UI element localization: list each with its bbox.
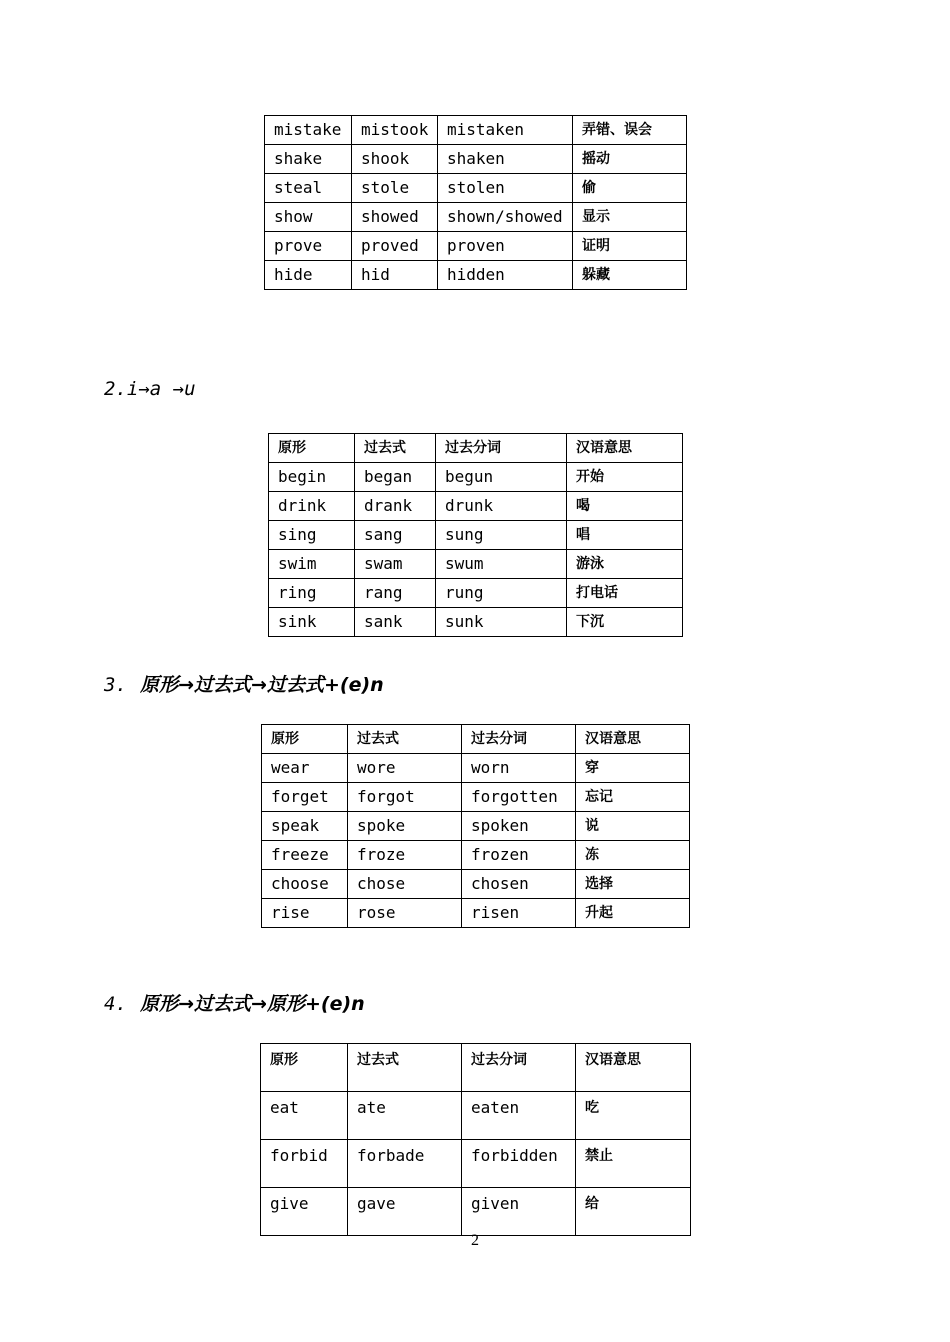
- column-header: 原形: [261, 1044, 348, 1092]
- chinese-meaning-cell: 游泳: [567, 550, 683, 579]
- column-header: 汉语意思: [576, 725, 690, 754]
- past-participle-cell: shaken: [438, 145, 573, 174]
- chinese-meaning-cell: 冻: [576, 841, 690, 870]
- base-form-cell: choose: [262, 870, 348, 899]
- table-row: [269, 521, 683, 550]
- table-row: [269, 492, 683, 521]
- verb-table-4: [260, 1043, 691, 1236]
- table-row: [262, 870, 690, 899]
- past-participle-cell: worn: [462, 754, 576, 783]
- past-tense-cell: forbade: [348, 1140, 462, 1188]
- base-form-cell: mistake: [265, 116, 352, 145]
- base-form-cell: speak: [262, 812, 348, 841]
- past-tense-cell: chose: [348, 870, 462, 899]
- column-header: 过去分词: [462, 1044, 576, 1092]
- base-form-cell: show: [265, 203, 352, 232]
- chinese-meaning-cell: 开始: [567, 463, 683, 492]
- section-4-heading: 4. 原形→过去式→原形+(e)n: [104, 993, 365, 1015]
- past-tense-cell: proved: [352, 232, 438, 261]
- past-tense-cell: drank: [355, 492, 436, 521]
- chinese-meaning-cell: 弄错、误会: [573, 116, 687, 145]
- chinese-meaning-cell: 喝: [567, 492, 683, 521]
- column-header: 过去式: [348, 1044, 462, 1092]
- base-form-cell: steal: [265, 174, 352, 203]
- past-participle-cell: forbidden: [462, 1140, 576, 1188]
- chinese-meaning-cell: 证明: [573, 232, 687, 261]
- base-form-cell: give: [261, 1188, 348, 1236]
- past-participle-cell: given: [462, 1188, 576, 1236]
- page-number: 2: [471, 1232, 479, 1249]
- table-row: [262, 754, 690, 783]
- base-form-cell: prove: [265, 232, 352, 261]
- table-row: [261, 1188, 691, 1236]
- past-participle-cell: stolen: [438, 174, 573, 203]
- past-participle-cell: rung: [436, 579, 567, 608]
- chinese-meaning-cell: 忘记: [576, 783, 690, 812]
- past-participle-cell: risen: [462, 899, 576, 928]
- column-header: 过去分词: [462, 725, 576, 754]
- table-row: [262, 812, 690, 841]
- past-participle-cell: frozen: [462, 841, 576, 870]
- past-tense-cell: shook: [352, 145, 438, 174]
- table-row: [261, 1140, 691, 1188]
- past-participle-cell: shown/showed: [438, 203, 573, 232]
- past-tense-cell: forgot: [348, 783, 462, 812]
- past-tense-cell: showed: [352, 203, 438, 232]
- past-participle-cell: swum: [436, 550, 567, 579]
- past-participle-cell: sunk: [436, 608, 567, 637]
- past-participle-cell: eaten: [462, 1092, 576, 1140]
- section-2-heading: 2.i→a →u: [104, 378, 196, 400]
- base-form-cell: begin: [269, 463, 355, 492]
- past-tense-cell: froze: [348, 841, 462, 870]
- past-participle-cell: proven: [438, 232, 573, 261]
- table-row: [265, 116, 687, 145]
- table-row: [265, 145, 687, 174]
- table-row: [269, 579, 683, 608]
- chinese-meaning-cell: 给: [576, 1188, 691, 1236]
- table-row: [269, 550, 683, 579]
- section-3-heading: 3. 原形→过去式→过去式+(e)n: [104, 674, 384, 696]
- past-tense-cell: rang: [355, 579, 436, 608]
- past-tense-cell: wore: [348, 754, 462, 783]
- base-form-cell: shake: [265, 145, 352, 174]
- chinese-meaning-cell: 吃: [576, 1092, 691, 1140]
- verb-table-3: [261, 724, 690, 928]
- column-header: 汉语意思: [567, 434, 683, 463]
- chinese-meaning-cell: 偷: [573, 174, 687, 203]
- table-row: [262, 841, 690, 870]
- past-tense-cell: mistook: [352, 116, 438, 145]
- past-participle-cell: hidden: [438, 261, 573, 290]
- table-row: [269, 608, 683, 637]
- past-participle-cell: chosen: [462, 870, 576, 899]
- chinese-meaning-cell: 摇动: [573, 145, 687, 174]
- column-header: 汉语意思: [576, 1044, 691, 1092]
- base-form-cell: sing: [269, 521, 355, 550]
- verb-table-1: [264, 115, 687, 290]
- past-participle-cell: forgotten: [462, 783, 576, 812]
- table-header-row: [261, 1044, 691, 1092]
- table-row: [261, 1092, 691, 1140]
- past-tense-cell: sank: [355, 608, 436, 637]
- past-tense-cell: rose: [348, 899, 462, 928]
- chinese-meaning-cell: 打电话: [567, 579, 683, 608]
- past-participle-cell: mistaken: [438, 116, 573, 145]
- table-header-row: [262, 725, 690, 754]
- chinese-meaning-cell: 穿: [576, 754, 690, 783]
- base-form-cell: eat: [261, 1092, 348, 1140]
- past-tense-cell: hid: [352, 261, 438, 290]
- table-row: [265, 232, 687, 261]
- base-form-cell: freeze: [262, 841, 348, 870]
- column-header: 过去分词: [436, 434, 567, 463]
- base-form-cell: swim: [269, 550, 355, 579]
- base-form-cell: ring: [269, 579, 355, 608]
- base-form-cell: forget: [262, 783, 348, 812]
- past-tense-cell: ate: [348, 1092, 462, 1140]
- past-participle-cell: drunk: [436, 492, 567, 521]
- past-tense-cell: spoke: [348, 812, 462, 841]
- chinese-meaning-cell: 显示: [573, 203, 687, 232]
- column-header: 过去式: [355, 434, 436, 463]
- base-form-cell: sink: [269, 608, 355, 637]
- past-tense-cell: swam: [355, 550, 436, 579]
- base-form-cell: forbid: [261, 1140, 348, 1188]
- chinese-meaning-cell: 升起: [576, 899, 690, 928]
- base-form-cell: hide: [265, 261, 352, 290]
- column-header: 过去式: [348, 725, 462, 754]
- table-row: [265, 261, 687, 290]
- past-participle-cell: spoken: [462, 812, 576, 841]
- column-header: 原形: [269, 434, 355, 463]
- base-form-cell: drink: [269, 492, 355, 521]
- chinese-meaning-cell: 躲藏: [573, 261, 687, 290]
- past-tense-cell: gave: [348, 1188, 462, 1236]
- past-participle-cell: sung: [436, 521, 567, 550]
- base-form-cell: wear: [262, 754, 348, 783]
- past-tense-cell: sang: [355, 521, 436, 550]
- base-form-cell: rise: [262, 899, 348, 928]
- table-row: [262, 899, 690, 928]
- table-row: [265, 174, 687, 203]
- past-tense-cell: began: [355, 463, 436, 492]
- chinese-meaning-cell: 唱: [567, 521, 683, 550]
- table-row: [262, 783, 690, 812]
- past-tense-cell: stole: [352, 174, 438, 203]
- verb-table-2: [268, 433, 683, 637]
- table-row: [265, 203, 687, 232]
- table-row: [269, 463, 683, 492]
- past-participle-cell: begun: [436, 463, 567, 492]
- chinese-meaning-cell: 说: [576, 812, 690, 841]
- chinese-meaning-cell: 选择: [576, 870, 690, 899]
- chinese-meaning-cell: 下沉: [567, 608, 683, 637]
- table-header-row: [269, 434, 683, 463]
- chinese-meaning-cell: 禁止: [576, 1140, 691, 1188]
- column-header: 原形: [262, 725, 348, 754]
